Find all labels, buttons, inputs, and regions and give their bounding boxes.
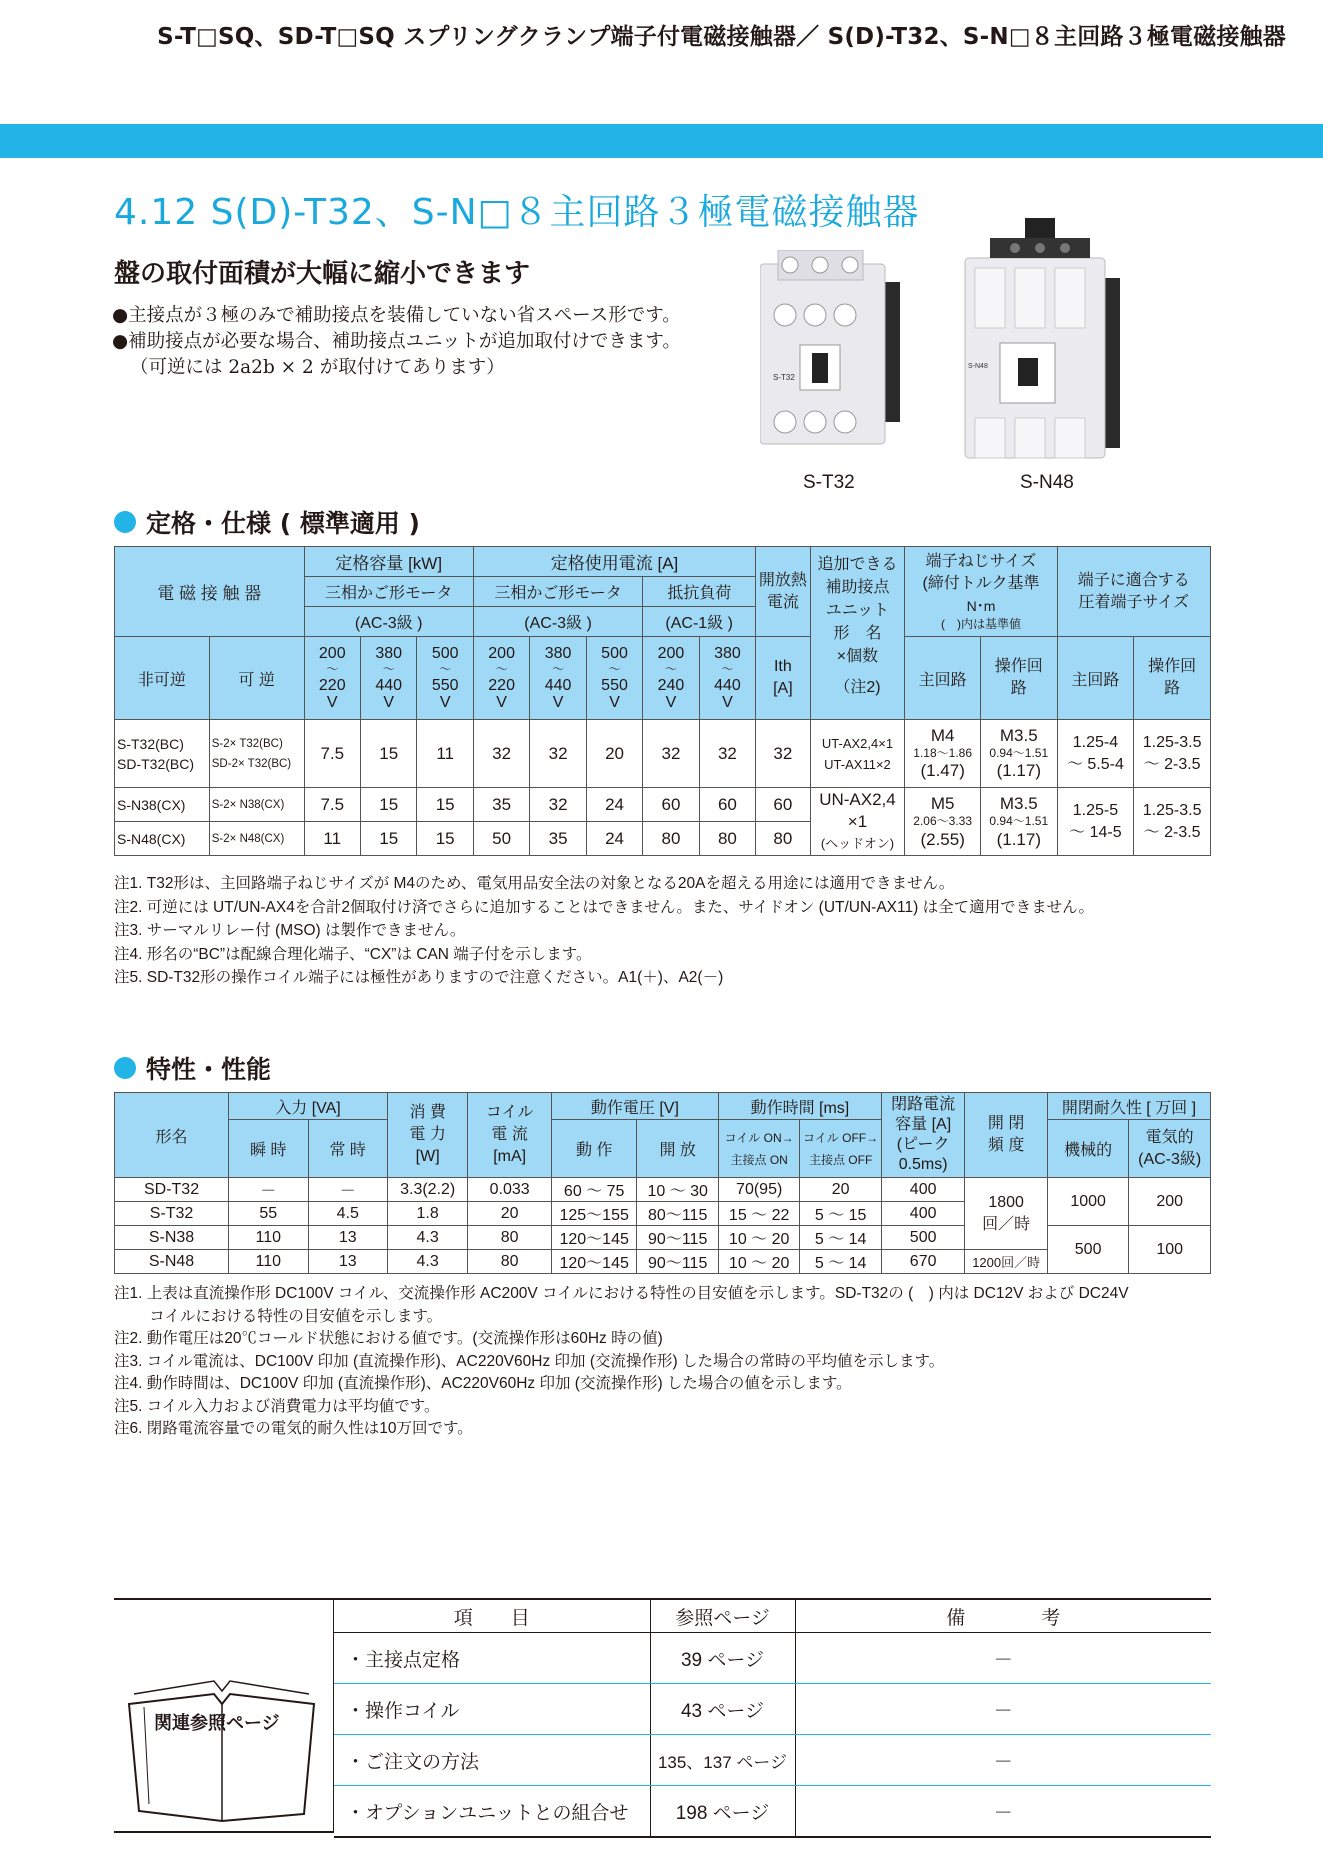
voltage-header: 200 〜 220 V — [304, 637, 360, 720]
col-header-frequency: 開 閉 頻 度 — [965, 1093, 1048, 1178]
note: 注6. 閉路電流容量での電気的耐久性は10万回です。 — [114, 1420, 473, 1437]
note: 注2. 動作電圧は20℃コールド状態における値です。(交流操作形は60Hz 時の値) — [114, 1330, 663, 1347]
table-row: S-T32 55 4.5 1.8 20 125〜155 80〜115 15 〜 22 5 〜 15 400 — [115, 1202, 1211, 1226]
section-title: 4.12 S(D)-T32、S-N□８主回路３極電磁接触器 — [114, 192, 920, 233]
feature-item: ●主接点が３極のみで補助接点を装備していない省スペース形です。 — [112, 305, 681, 326]
col-header-main-circuit: 主回路 — [905, 637, 981, 720]
note: 注4. 形名の“BC”は配線合理化端子、“CX”は CAN 端子付を示します。 — [114, 945, 592, 963]
reference-bottom-rule — [114, 1831, 334, 1833]
table-row: S-N48 110 13 4.3 80 120〜145 90〜115 10 〜 20 5 〜 14 670 1200回／時 — [115, 1250, 1211, 1274]
feature-item: （可逆には 2a2b × 2 が取付けてあります） — [130, 357, 505, 378]
reference-row: ・ご注文の方法 135、137 ページ － — [334, 1735, 1211, 1786]
col-header-aux-unit: 追加できる 補助接点 ユニット 形 名 ×個数 （注2) — [810, 547, 905, 720]
col-header-ith: Ith [A] — [756, 637, 810, 720]
col-header-on-time: コイル ON→ 主接点 ON — [718, 1120, 799, 1178]
table-row: S-N38(CX) S-2× N38(CX) 7.5 15 15 35 32 24 60 60 60 UN-AX2,4 ×1 (ヘッドオン) M5 2.06〜3.33 (2.55) M3.5 0.94〜1.51 (1.17) 1.25-5 〜 14-5 1.25-3.5 〜 2-3.5 — [115, 788, 1211, 822]
voltage-header: 380 〜 440 V — [699, 637, 755, 720]
col-header-op-circuit: 操作回路 — [1134, 637, 1211, 720]
col-header-ac1: (AC-1級 ) — [643, 607, 756, 637]
col-header-resist: 抵抗負荷 — [643, 577, 756, 607]
col-header-closing-current: 閉路電流 容量 [A] (ピーク 0.5ms) — [881, 1093, 965, 1178]
col-header-remark: 備 考 — [795, 1600, 1211, 1633]
s-t32-plate-text: S-T32 — [773, 373, 795, 382]
col-header-pickup: 動 作 — [551, 1120, 637, 1178]
col-header-thermal: 開放熱電流 — [756, 547, 810, 637]
section-subtitle: 盤の取付面積が大幅に縮小できます — [114, 259, 531, 289]
s-n48-product-image — [960, 218, 1150, 468]
note: 注1. T32形は、主回路端子ねじサイズが M4のため、電気用品安全法の対象となる20Aを超える用途には適用できません。 — [114, 875, 955, 892]
ratings-heading-text: 定格・仕様 ( 標準適用 ) — [146, 509, 420, 538]
col-header-current: 定格使用電流 [A] — [473, 547, 755, 577]
col-header-electrical: 電気的 (AC-3級) — [1129, 1120, 1211, 1178]
col-header-power: 消 費 電 力 [W] — [387, 1093, 467, 1178]
col-header-nonreversing: 非可逆 — [115, 637, 210, 720]
col-header-mechanical: 機械的 — [1047, 1120, 1128, 1178]
s-t32-caption: S-T32 — [803, 472, 855, 493]
characteristics-heading-text: 特性・性能 — [146, 1055, 272, 1084]
s-n48-plate-text: S-N48 — [968, 363, 988, 370]
ratings-table — [114, 546, 1211, 856]
reference-row: ・操作コイル 43 ページ － — [334, 1684, 1211, 1735]
reference-row: ・オプションユニットとの組合せ 198 ページ － — [334, 1786, 1211, 1838]
table-row: S-T32(BC) SD-T32(BC) S-2× T32(BC) SD-2× T32(BC) 7.5 15 11 32 32 20 32 32 32 UT-AX2,4×1 UT-AX11×2 M4 1.18〜1.86 (1.47) M3.5 0.94〜1.51 (1.17) 1.25-4 〜 5.5-4 1.25-3.5 〜 2-3.5 — [115, 720, 1211, 788]
reference-header-row — [334, 1600, 1211, 1633]
note: 注1. 上表は直流操作形 DC100V コイル、交流操作形 AC200V コイルにおける特性の目安値を示します。SD-T32の ( ) 内は DC12V および DC24V — [114, 1285, 1129, 1302]
note: 注3. コイル電流は、DC100V 印加 (直流操作形)、AC220V60Hz 印加 (交流操作形) した場合の常時の平均値を示します。 — [114, 1352, 945, 1370]
table-row: S-N38 110 13 4.3 80 120〜145 90〜115 10 〜 20 5 〜 14 500 500 100 — [115, 1226, 1211, 1250]
heading-bullet-icon — [114, 1057, 136, 1079]
col-header-inrush: 瞬 時 — [229, 1120, 308, 1178]
book-label: 関連参照ページ — [154, 1713, 280, 1733]
characteristics-notes — [114, 1283, 1129, 1441]
col-header-coil-current: コイル 電 流 [mA] — [468, 1093, 552, 1178]
note: 注4. 動作時間は、DC100V 印加 (直流操作形)、AC220V60Hz 印加 (交流操作形) した場合の値を示します。 — [114, 1375, 852, 1392]
reference-book-cell — [114, 1599, 334, 1831]
characteristics-table — [114, 1092, 1211, 1274]
s-n48-caption: S-N48 — [1020, 472, 1074, 493]
note: 注2. 可逆には UT/UN-AX4を合計2個取付け済でさらに追加することはできません。また、サイドオン (UT/UN-AX11) は全て適用できません。 — [114, 898, 1095, 916]
s-t32-product-image — [760, 250, 930, 455]
ratings-notes — [114, 872, 1094, 990]
note: 注5. SD-T32形の操作コイル端子には極性がありますので注意ください。A1(＋)、A2(－) — [114, 969, 724, 986]
voltage-header: 200 〜 220 V — [473, 637, 529, 720]
col-header-op-time: 動作時間 [ms] — [718, 1093, 881, 1120]
voltage-header: 500 〜 550 V — [586, 637, 642, 720]
col-header-hold: 常 時 — [308, 1120, 387, 1178]
heading-bullet-icon — [114, 511, 136, 533]
col-header-motor: 三相かご形モータ — [473, 577, 642, 607]
reference-row: ・主接点定格 39 ページ － — [334, 1633, 1211, 1684]
col-header-dropout: 開 放 — [637, 1120, 718, 1178]
feature-list — [112, 303, 681, 381]
note: 注3. サーマルリレー付 (MSO) は製作できません。 — [114, 922, 466, 939]
col-header-capacity: 定格容量 [kW] — [304, 547, 473, 577]
voltage-header: 380 〜 440 V — [360, 637, 416, 720]
col-header-ac3: (AC-3級 ) — [473, 607, 642, 637]
col-header-main-circuit: 主回路 — [1057, 637, 1134, 720]
page-header-title: S-T□SQ、SD-T□SQ スプリングクランプ端子付電磁接触器／ S(D)-T32、S-N□８主回路３極電磁接触器 — [157, 24, 1286, 50]
col-header-item: 項 目 — [334, 1600, 650, 1633]
col-header-off-time: コイル OFF→ 主接点 OFF — [800, 1120, 881, 1178]
note: コイルにおける特性の目安値を示します。 — [114, 1307, 443, 1325]
col-header-endurance: 開閉耐久性 [ 万回 ] — [1047, 1093, 1210, 1120]
col-header-model: 形名 — [115, 1093, 229, 1178]
note: 注5. コイル入力および消費電力は平均値です。 — [114, 1397, 440, 1415]
voltage-header: 200 〜 240 V — [643, 637, 699, 720]
characteristics-heading — [114, 1050, 271, 1086]
table-row: S-N48(CX) S-2× N48(CX) 11 15 15 50 35 24 80 80 80 — [115, 822, 1211, 856]
header-band — [0, 124, 1323, 158]
ratings-heading — [114, 504, 420, 540]
col-header-crimp-terminal: 端子に適合する 圧着端子サイズ — [1057, 547, 1210, 637]
col-header-reversing: 可 逆 — [209, 637, 304, 720]
col-header-op-circuit: 操作回路 — [980, 637, 1057, 720]
voltage-header: 380 〜 440 V — [530, 637, 586, 720]
col-header-screw-size: 端子ねじサイズ (締付トルク基準 N･m ( )内は基準値 — [905, 547, 1057, 637]
col-header-motor: 三相かご形モータ — [304, 577, 473, 607]
col-header-input: 入力 [VA] — [229, 1093, 388, 1120]
table-row: SD-T32 － － 3.3(2.2) 0.033 60 〜 75 10 〜 30 70(95) 20 400 1800 回／時 1000 200 — [115, 1178, 1211, 1202]
col-header-op-voltage: 動作電圧 [V] — [551, 1093, 718, 1120]
reference-table — [334, 1600, 1211, 1838]
col-header-ac3: (AC-3級 ) — [304, 607, 473, 637]
col-header-page: 参照ページ — [650, 1600, 795, 1633]
col-header-contactor: 電 磁 接 触 器 — [115, 547, 305, 637]
voltage-header: 500 〜 550 V — [417, 637, 473, 720]
feature-item: ●補助接点が必要な場合、補助接点ユニットが追加取付けできます。 — [112, 331, 681, 352]
